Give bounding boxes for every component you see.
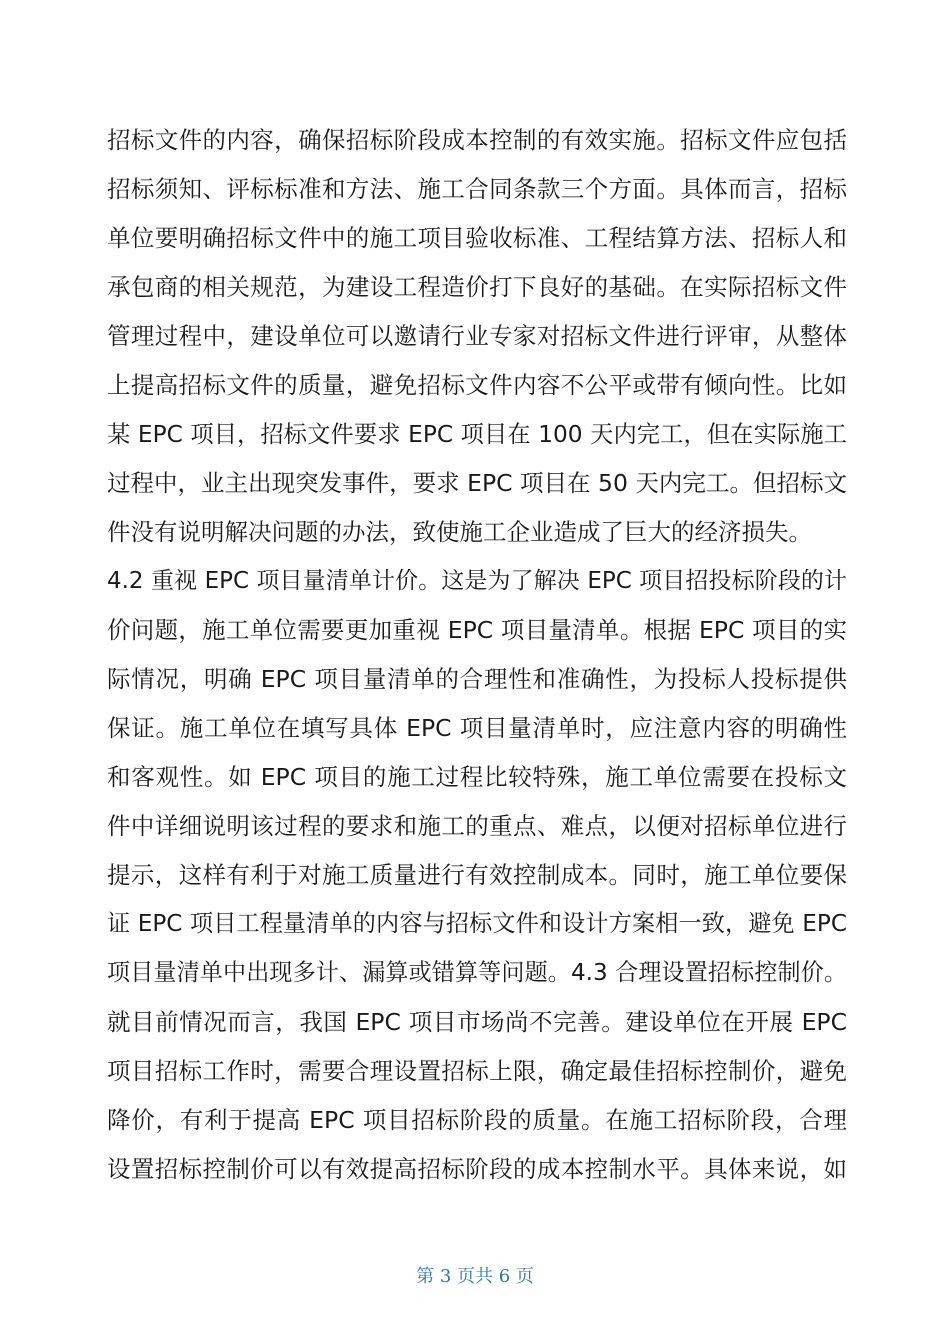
text-line: 过程中，业主出现突发事件，要求 EPC 项目在 50 天内完工。但招标文: [107, 469, 847, 497]
text-line: 件没有说明解决问题的办法，致使施工企业造成了巨大的经济损失。: [107, 518, 812, 546]
text-line: 证 EPC 项目工程量清单的内容与招标文件和设计方案相一致，避免 EPC: [107, 911, 847, 937]
text-line: 设置招标控制价可以有效提高招标阶段的成本控制水平。具体来说，如: [107, 1155, 847, 1183]
body-text: [107, 116, 847, 1194]
text-line: 某 EPC 项目，招标文件要求 EPC 项目在 100 天内完工，但在实际施工: [107, 421, 847, 448]
text-line: 管理过程中，建设单位可以邀请行业专家对招标文件进行评审，从整体: [107, 322, 847, 350]
text-line: 承包商的相关规范，为建设工程造价打下良好的基础。在实际招标文件: [107, 273, 847, 301]
text-line: 单位要明确招标文件中的施工项目验收标准、工程结算方法、招标人和: [107, 224, 847, 252]
page-footer: 第 3 页共 6 页: [416, 1266, 534, 1287]
text-line: 项目招标工作时，需要合理设置招标上限，确定最佳招标控制价，避免: [107, 1057, 847, 1085]
text-line: 招标须知、评标标准和方法、施工合同条款三个方面。具体而言，招标: [107, 175, 847, 203]
text-line: 提示，这样有利于对施工质量进行有效控制成本。同时，施工单位要保: [107, 861, 847, 889]
text-line: 招标文件的内容，确保招标阶段成本控制的有效实施。招标文件应包括: [107, 126, 847, 154]
text-line: 保证。施工单位在填写具体 EPC 项目量清单时，应注意内容的明确性: [107, 714, 847, 742]
text-line: 价问题，施工单位需要更加重视 EPC 项目量清单。根据 EPC 项目的实: [107, 616, 847, 644]
text-line: 件中详细说明该过程的要求和施工的重点、难点，以便对招标单位进行: [107, 812, 847, 840]
text-line: 和客观性。如 EPC 项目的施工过程比较特殊，施工单位需要在投标文: [107, 763, 847, 791]
text-line: 项目量清单中出现多计、漏算或错算等问题。4.3 合理设置招标控制价。: [107, 960, 847, 986]
text-line: 上提高招标文件的质量，避免招标文件内容不公平或带有倾向性。比如: [107, 371, 847, 399]
text-line: 就目前情况而言，我国 EPC 项目市场尚不完善。建设单位在开展 EPC: [107, 1008, 847, 1036]
text-line: 降价，有利于提高 EPC 项目招标阶段的质量。在施工招标阶段，合理: [107, 1106, 847, 1134]
text-line: 4.2 重视 EPC 项目量清单计价。这是为了解决 EPC 项目招投标阶段的计: [107, 568, 847, 594]
text-line: 际情况，明确 EPC 项目量清单的合理性和准确性，为投标人投标提供: [107, 665, 847, 693]
